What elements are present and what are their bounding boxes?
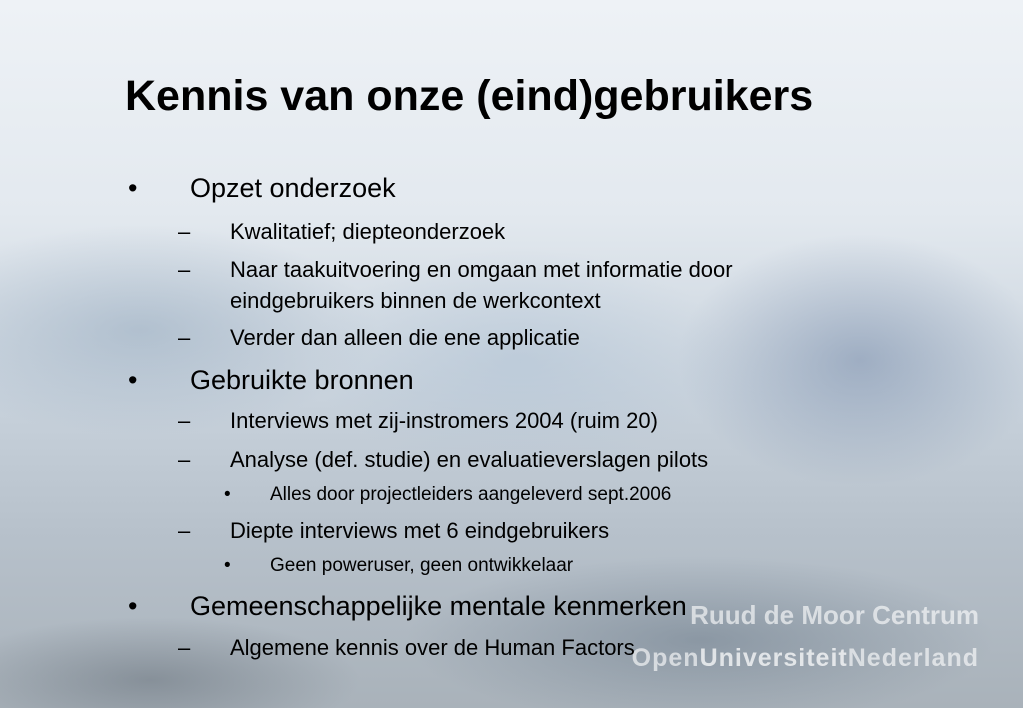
dash-marker: – — [178, 219, 191, 244]
bullet-marker: • — [224, 555, 231, 576]
slide-title: Kennis van onze (eind)gebruikers — [125, 72, 814, 120]
bullet-label: Opzet onderzoek — [190, 173, 396, 203]
sub-bullet-label: Kwalitatief; diepteonderzoek — [230, 219, 506, 244]
dash-marker: – — [178, 518, 191, 543]
watermark-part: Nederland — [847, 644, 979, 672]
bullet-label: Gemeenschappelijke mentale kenmerken — [190, 591, 687, 621]
sub-bullet-label-continued: eindgebruikers binnen de werkcontext — [230, 288, 601, 313]
sub-sub-bullet-label: Alles door projectleiders aangeleverd sept.2006 — [270, 484, 672, 505]
bullet-marker: • — [128, 365, 138, 395]
watermark-open-universiteit-nederland — [632, 644, 979, 673]
bullet-marker: • — [128, 173, 138, 203]
watermark-ruud-de-moor-centrum: Ruud de Moor Centrum — [690, 600, 979, 630]
sub-bullet-label: Naar taakuitvoering en omgaan met informatie door — [230, 257, 733, 282]
dash-marker: – — [178, 408, 191, 433]
sub-bullet-label: Diepte interviews met 6 eindgebruikers — [230, 518, 610, 543]
dash-marker: – — [178, 325, 191, 350]
watermark-part: Universiteit — [699, 644, 848, 672]
sub-bullet-label: Interviews met zij-instromers 2004 (ruim 20) — [230, 408, 658, 433]
sub-bullet-label: Algemene kennis over de Human Factors — [230, 635, 635, 660]
sub-bullet-label: Verder dan alleen die ene applicatie — [230, 325, 580, 350]
dash-marker: – — [178, 257, 191, 282]
watermark-part: Open — [631, 644, 700, 672]
bullet-marker: • — [224, 484, 231, 505]
bullet-label: Gebruikte bronnen — [190, 365, 414, 395]
sub-sub-bullet-label: Geen poweruser, geen ontwikkelaar — [270, 555, 574, 576]
dash-marker: – — [178, 635, 191, 660]
dash-marker: – — [178, 447, 191, 472]
sub-bullet-label: Analyse (def. studie) en evaluatieverslagen pilots — [230, 447, 709, 472]
bullet-marker: • — [128, 591, 138, 621]
